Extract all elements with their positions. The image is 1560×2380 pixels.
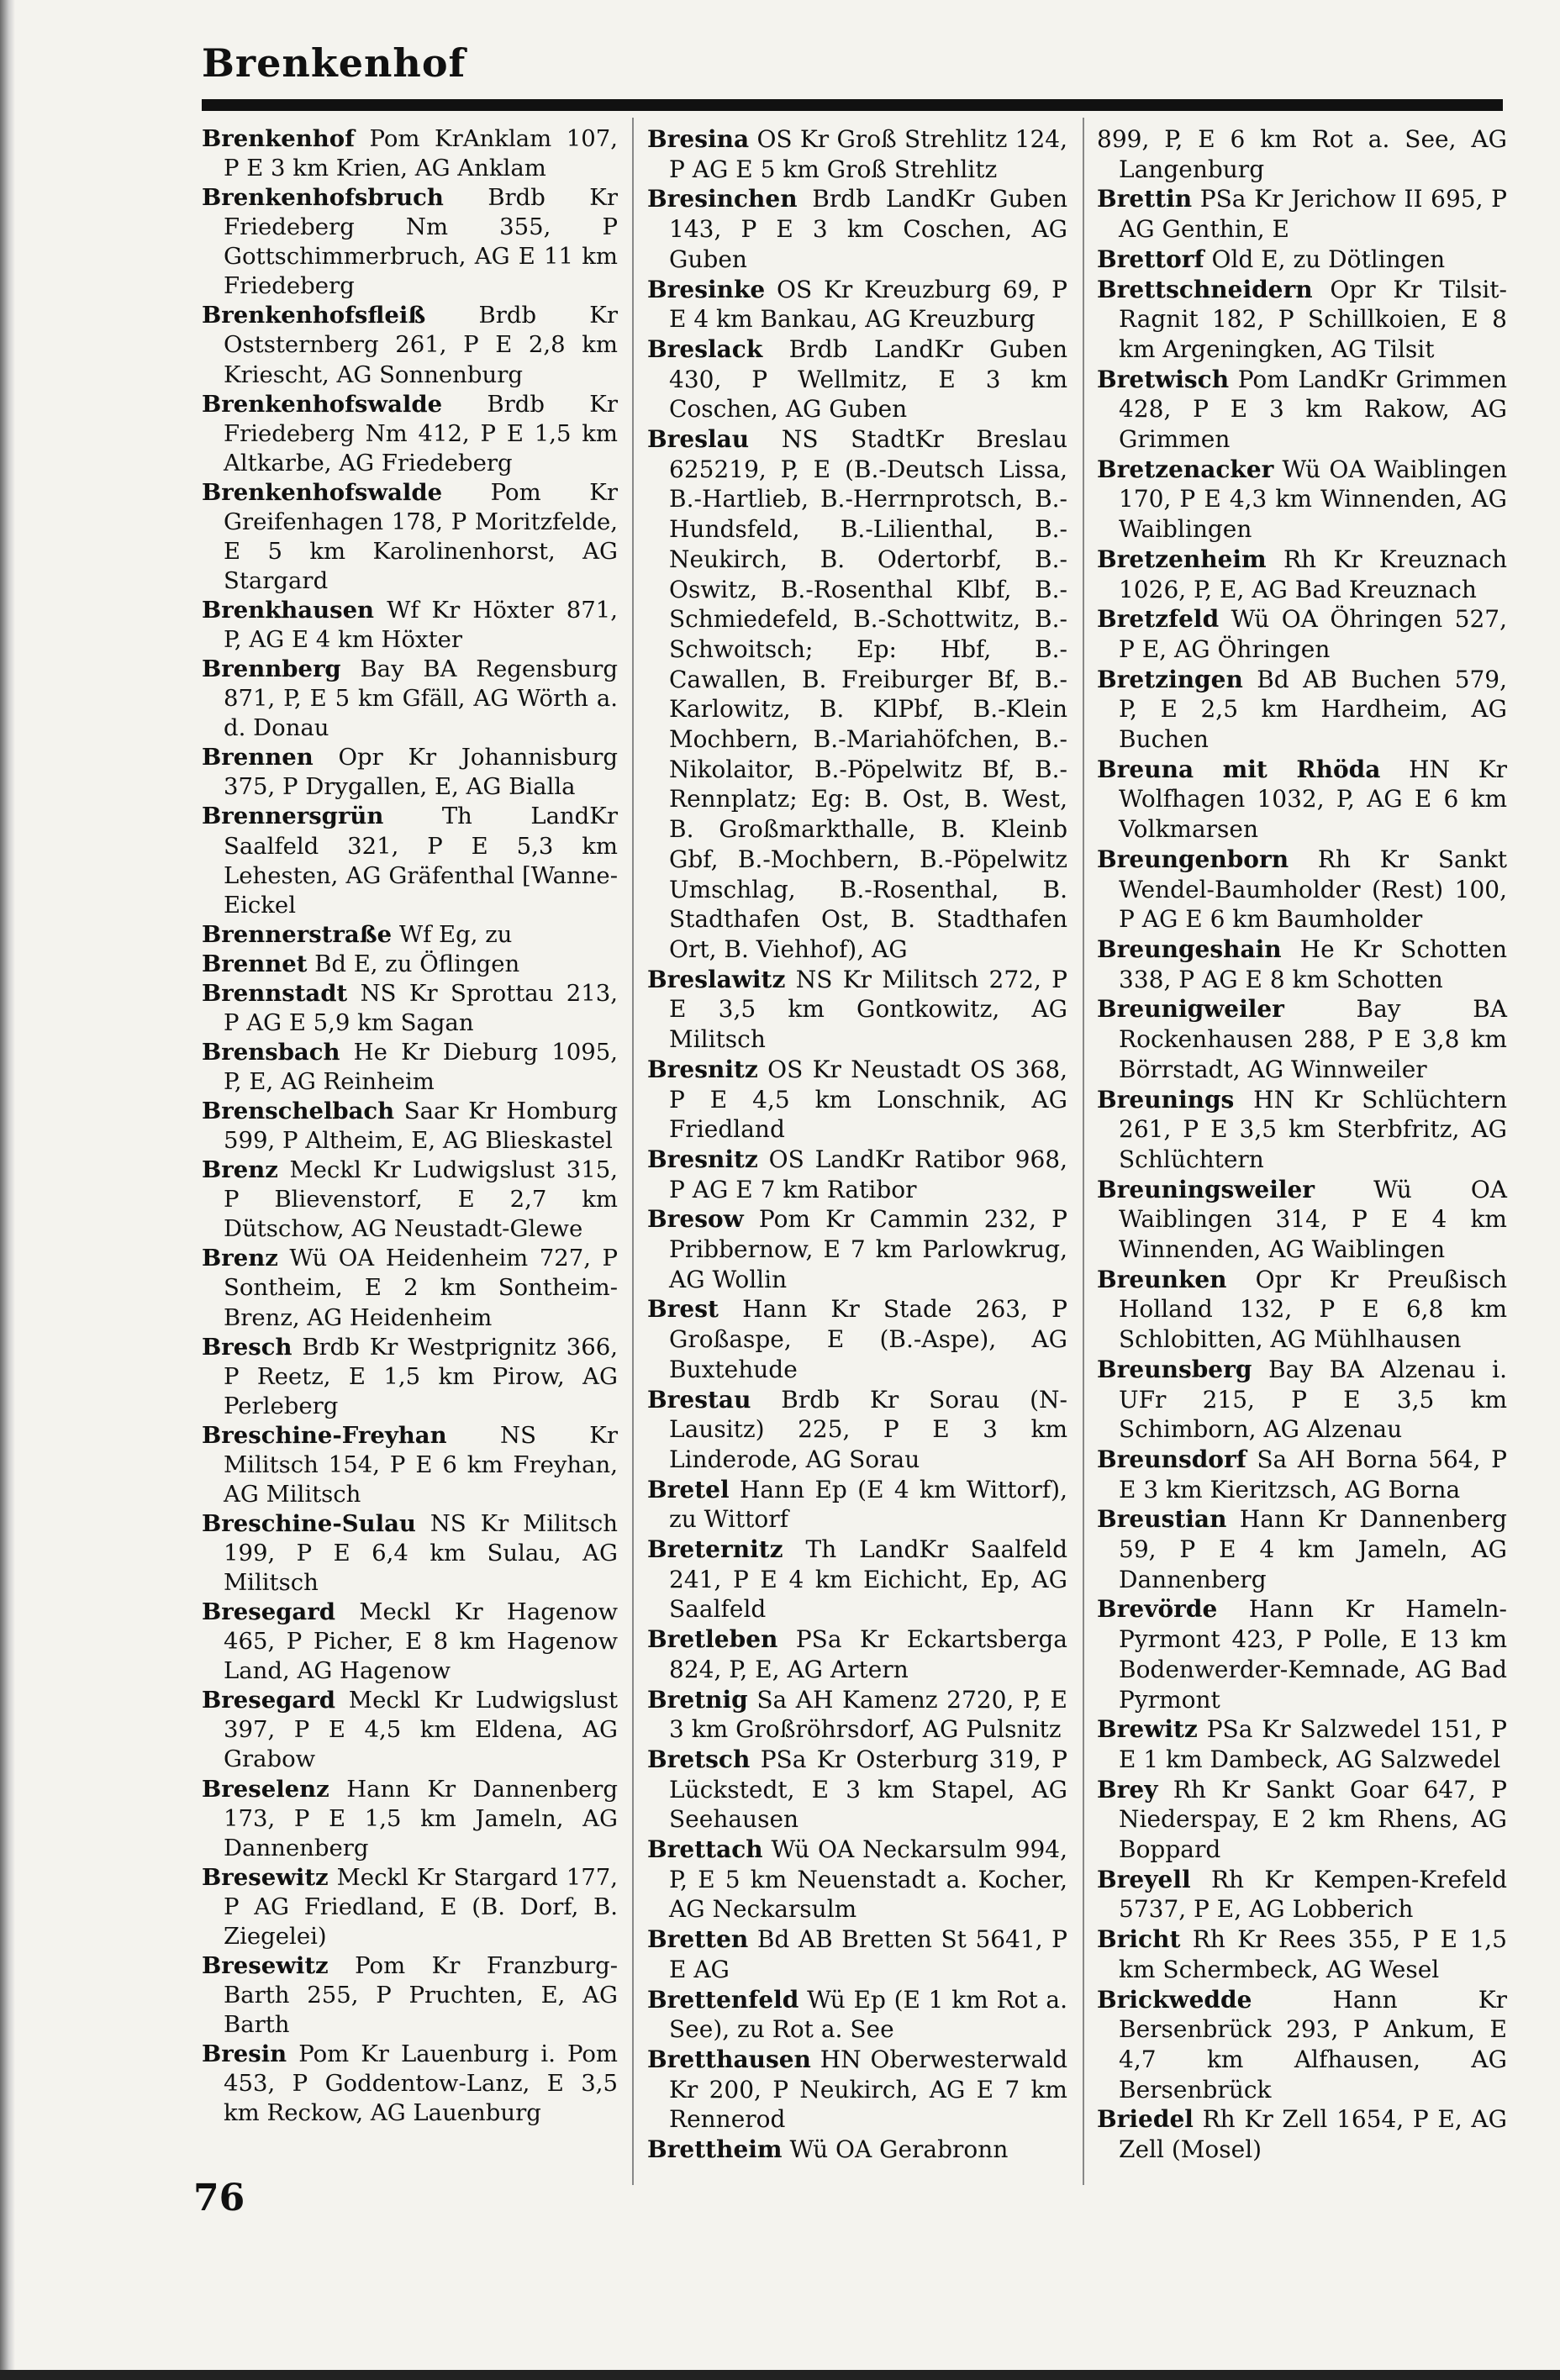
page-edge	[0, 0, 15, 2380]
gazetteer-entry	[202, 596, 618, 655]
entry-place-name: Brenkenhofswalde	[202, 478, 443, 506]
entry-place-name: Brenz	[202, 1156, 278, 1184]
entry-description: Pom Kr Lauenburg i. Pom 453, P Goddentow-Lanz, E 3,5 km Reckow, AG Lauenburg	[224, 2040, 618, 2127]
gazetteer-entry	[202, 1421, 618, 1509]
entry-description: PSa Kr Osterburg 319, P Lückstedt, E 3 km Stapel, AG Seehausen	[669, 1745, 1067, 1834]
entry-description: Wü OA Waiblingen 170, P E 4,3 km Winnenden, AG Waiblingen	[1119, 455, 1508, 544]
entry-place-name: Breternitz	[647, 1535, 783, 1564]
gazetteer-entry	[647, 1745, 1067, 1835]
entry-description: Hann Ep (E 4 km Wittorf), zu Wittorf	[669, 1475, 1067, 1534]
entry-place-name: Bricht	[1097, 1925, 1181, 1954]
gazetteer-entry	[202, 1775, 618, 1863]
entry-description: Rh Kr Sankt Goar 647, P Niederspay, E 2 km Rhens, AG Boppard	[1119, 1775, 1507, 1864]
entry-place-name: Breunsdorf	[1097, 1445, 1246, 1473]
entry-place-name: Bresnitz	[647, 1055, 758, 1083]
entry-description: HN Kr Wolfhagen 1032, P, AG E 6 km Volkmarsen	[1119, 755, 1508, 844]
gazetteer-entry	[1097, 665, 1507, 755]
gazetteer-entry	[202, 390, 618, 478]
entry-place-name: Breslack	[647, 334, 763, 363]
entry-place-name: Breslau	[647, 425, 750, 454]
entry-place-name: Brickwedde	[1097, 1985, 1252, 2014]
entry-description: Pom Kr Cammin 232, P Pribbernow, E 7 km Parlowkrug, AG Wollin	[669, 1205, 1067, 1293]
entry-description: Bd AB Bretten St 5641, P E AG	[669, 1925, 1067, 1983]
entry-place-name: Breslawitz	[647, 965, 786, 993]
entry-place-name: Brevörde	[1097, 1595, 1218, 1624]
entry-description: Brdb Kr Westprignitz 366, P Reetz, E 1,5 km Pirow, AG Perleberg	[224, 1333, 618, 1419]
entry-place-name: Bretzingen	[1097, 665, 1243, 693]
gazetteer-entry	[1097, 1714, 1507, 1774]
gazetteer-entry	[647, 1055, 1067, 1145]
gazetteer-entry	[202, 478, 618, 596]
entry-place-name: Brestau	[647, 1385, 751, 1414]
entry-description: PSa Kr Eckartsberga 824, P, E, AG Artern	[669, 1625, 1067, 1683]
entry-place-name: Breungeshain	[1097, 935, 1282, 963]
entry-description: Rh Kr Zell 1654, P E, AG Zell (Mosel)	[1119, 2105, 1507, 2164]
entry-description: Wü OA Öhringen 527, P E, AG Öhringen	[1119, 605, 1507, 663]
page-number: 76	[193, 2177, 245, 2219]
entry-description: Wü OA Neckarsulm 994, P, E 5 km Neuenstadt a. Kocher, AG Neckarsulm	[669, 1835, 1067, 1924]
gazetteer-entry	[202, 1038, 618, 1097]
entry-description: He Kr Schotten 338, P AG E 8 km Schotten	[1119, 935, 1507, 993]
gazetteer-entry	[202, 950, 618, 979]
gazetteer-entry	[202, 655, 618, 743]
entry-description: NS Kr Militsch 199, P E 6,4 km Sulau, AG Militsch	[224, 1509, 618, 1597]
entry-description: Wü Ep (E 1 km Rot a. See), zu Rot a. See	[669, 1985, 1067, 2044]
gazetteer-entry	[647, 1204, 1067, 1294]
gazetteer-entry	[647, 275, 1067, 334]
entry-place-name: Brenschelbach	[202, 1098, 395, 1125]
gazetteer-entry	[202, 1097, 618, 1156]
entry-place-name: Bretthausen	[647, 2046, 811, 2073]
gazetteer-entry	[1097, 1504, 1507, 1594]
entry-place-name: Bresnitz	[647, 1145, 758, 1173]
gazetteer-entry	[1097, 245, 1507, 275]
entry-place-name: Brennersgrün	[202, 803, 384, 830]
entry-description: Old E, zu Dötlingen	[1211, 245, 1446, 273]
entry-place-name: Brenkenhofsfleiß	[202, 302, 426, 329]
gazetteer-entry	[202, 1244, 618, 1332]
entry-description: Th LandKr Saalfeld 321, P E 5,3 km Lehesten, AG Gräfenthal [Wanne-Eickel	[224, 803, 618, 919]
entry-place-name: Bresch	[202, 1333, 292, 1361]
gazetteer-entry	[202, 743, 618, 802]
entry-description: Pom KrAnklam 107, P E 3 km Krien, AG Anklam	[224, 125, 618, 182]
entry-place-name: Brennberg	[202, 656, 341, 683]
entry-place-name: Bresow	[647, 1205, 744, 1234]
gazetteer-entry	[1097, 1985, 1507, 2105]
gazetteer-entry	[202, 979, 618, 1038]
entry-place-name: Breustian	[1097, 1505, 1227, 1534]
entry-place-name: Brenz	[202, 1245, 278, 1272]
entry-place-name: Breunings	[1097, 1085, 1235, 1114]
entry-place-name: Brettorf	[1097, 245, 1204, 273]
gazetteer-entry	[202, 920, 618, 950]
gazetteer-entry	[1097, 755, 1507, 845]
entry-description: Brdb LandKr Guben 143, P E 3 km Coschen, AG Guben	[669, 185, 1067, 273]
gazetteer-entry	[647, 1925, 1067, 1984]
entry-description: Pom Kr Greifenhagen 178, P Moritzfelde, E 5 km Karolinenhorst, AG Stargard	[224, 478, 618, 594]
gazetteer-entry	[1097, 1925, 1507, 1984]
entry-place-name: Bresina	[647, 125, 750, 153]
header-rule	[202, 99, 1503, 111]
entry-description: 899, P, E 6 km Rot a. See, AG Langenburg	[1097, 125, 1507, 183]
gazetteer-entry	[1097, 1265, 1507, 1355]
entry-place-name: Brettheim	[647, 2135, 783, 2164]
entry-place-name: Bresegard	[202, 1598, 335, 1626]
column-1	[202, 124, 618, 2128]
entry-description: Brdb LandKr Guben 430, P Wellmitz, E 3 km Coschen, AG Guben	[669, 334, 1067, 424]
gazetteer-entry	[1097, 2104, 1507, 2164]
entry-place-name: Bresinchen	[647, 185, 798, 213]
gazetteer-entry	[1097, 545, 1507, 604]
entry-place-name: Brettenfeld	[647, 1985, 799, 2014]
gazetteer-entry	[1097, 1445, 1507, 1504]
entry-description: Th LandKr Saalfeld 241, P E 4 km Eichicht, Ep, AG Saalfeld	[669, 1535, 1067, 1624]
entry-place-name: Brennerstraße	[202, 920, 393, 948]
entry-place-name: Bretleben	[647, 1625, 778, 1654]
entry-description: OS Kr Kreuzburg 69, P E 4 km Bankau, AG Kreuzburg	[669, 275, 1067, 334]
entry-description: Meckl Kr Stargard 177, P AG Friedland, E (B. Dorf, B. Ziegelei)	[224, 1863, 618, 1950]
entry-place-name: Breschine-Freyhan	[202, 1421, 447, 1449]
gazetteer-entry	[202, 1686, 618, 1774]
gazetteer-entry	[1097, 1594, 1507, 1714]
gazetteer-entry	[647, 1294, 1067, 1384]
entry-description: Opr Kr Tilsit-Ragnit 182, P Schillkoien, E 8 km Argeningken, AG Tilsit	[1119, 275, 1507, 363]
gazetteer-entry	[1097, 275, 1507, 365]
entry-description: NS Kr Militsch 272, P E 3,5 km Gontkowitz, AG Militsch	[669, 965, 1068, 1054]
entry-description: Rh Kr Kempen-Krefeld 5737, P E, AG Lobberich	[1119, 1865, 1507, 1924]
entry-description: Brdb Kr Oststernberg 261, P E 2,8 km Kriescht, AG Sonnenburg	[224, 302, 618, 388]
entry-description: Wü OA Heidenheim 727, P Sontheim, E 2 km Sontheim-Brenz, AG Heidenheim	[224, 1245, 618, 1331]
gazetteer-entry	[202, 1951, 618, 2040]
gazetteer-entry	[647, 424, 1067, 965]
entry-place-name: Brennen	[202, 744, 314, 771]
entry-description: Hann Kr Hameln-Pyrmont 423, P Polle, E 13 km Bodenwerder-Kemnade, AG Bad Pyrmont	[1119, 1595, 1507, 1714]
entry-place-name: Brennstadt	[202, 979, 348, 1007]
entry-description: NS Kr Militsch 154, P E 6 km Freyhan, AG Militsch	[224, 1421, 618, 1508]
entry-description: Rh Kr Sankt Wendel-Baumholder (Rest) 100, P AG E 6 km Baumholder	[1119, 845, 1507, 934]
gazetteer-entry	[202, 183, 618, 301]
entry-description: Sa AH Kamenz 2720, P, E 3 km Großröhrsdorf, AG Pulsnitz	[669, 1685, 1067, 1744]
entry-description: Brdb Kr Sorau (N-Lausitz) 225, P E 3 km Linderode, AG Sorau	[669, 1385, 1067, 1473]
entry-place-name: Brettin	[1097, 185, 1193, 213]
entry-place-name: Bretzenacker	[1097, 455, 1274, 483]
entry-description: Bd E, zu Öflingen	[314, 950, 520, 977]
entry-place-name: Breuna mit Rhöda	[1097, 755, 1381, 783]
entry-description: Wü OA Gerabronn	[789, 2135, 1009, 2164]
gazetteer-entry	[1097, 184, 1507, 244]
gazetteer-entry	[202, 1333, 618, 1421]
entry-place-name: Briedel	[1097, 2105, 1194, 2134]
gazetteer-entry	[647, 1385, 1067, 1475]
gazetteer-entry	[1097, 1085, 1507, 1175]
gazetteer-entry	[1097, 604, 1507, 664]
entry-place-name: Brenkenhofswalde	[202, 390, 443, 418]
entry-description: Meckl Kr Hagenow 465, P Picher, E 8 km Hagenow Land, AG Hagenow	[224, 1598, 618, 1685]
entry-place-name: Breuningsweiler	[1097, 1175, 1315, 1203]
entry-place-name: Brettach	[647, 1835, 763, 1864]
gazetteer-entry	[1097, 935, 1507, 994]
entry-place-name: Brey	[1097, 1775, 1158, 1803]
entry-place-name: Breyell	[1097, 1865, 1191, 1893]
entry-place-name: Bretwisch	[1097, 365, 1230, 393]
entry-description: Wf Kr Höxter 871, P, AG E 4 km Höxter	[224, 597, 618, 654]
entry-description: Brdb Kr Friedeberg Nm 355, P Gottschimmerbruch, AG E 11 km Friedeberg	[224, 184, 618, 300]
entry-place-name: Brenkenhof	[202, 125, 355, 152]
gazetteer-entry	[647, 2045, 1067, 2135]
gazetteer-entry	[1097, 845, 1507, 935]
gazetteer-entry	[202, 301, 618, 389]
gazetteer-entry	[202, 2040, 618, 2128]
entry-place-name: Bresinke	[647, 275, 766, 303]
gazetteer-entry	[202, 1156, 618, 1244]
entry-place-name: Breungenborn	[1097, 845, 1289, 873]
gazetteer-entry	[647, 1475, 1067, 1535]
gazetteer-entry	[647, 1835, 1067, 1925]
column-2	[647, 124, 1067, 2165]
column-divider	[1083, 118, 1084, 2185]
entry-description: OS Kr Neustadt OS 368, P E 4,5 km Lonschnik, AG Friedland	[669, 1055, 1067, 1144]
gazetteer-entry	[1097, 1775, 1507, 1865]
entry-description: PSa Kr Salzwedel 151, P E 1 km Dambeck, AG Salzwedel	[1119, 1715, 1507, 1773]
entry-place-name: Breunken	[1097, 1265, 1227, 1293]
gazetteer-entry	[647, 1535, 1067, 1624]
entry-description: Brdb Kr Friedeberg Nm 412, P E 1,5 km Altkarbe, AG Friedeberg	[224, 390, 618, 477]
entry-description: Rh Kr Rees 355, P E 1,5 km Schermbeck, AG Wesel	[1119, 1925, 1507, 1983]
entry-place-name: Bresin	[202, 2040, 287, 2068]
entry-place-name: Bretel	[647, 1475, 730, 1503]
gazetteer-entry	[1097, 365, 1507, 455]
entry-description: Bay BA Alzenau i. UFr 215, P E 3,5 km Schimborn, AG Alzenau	[1119, 1355, 1507, 1444]
gazetteer-entry	[647, 965, 1067, 1055]
entry-description: HN Oberwesterwald Kr 200, P Neukirch, AG E 7 km Rennerod	[669, 2046, 1067, 2134]
entry-description: Rh Kr Kreuznach 1026, P, E, AG Bad Kreuznach	[1119, 545, 1507, 603]
entry-description: NS StadtKr Breslau 625219, P, E (B.-Deutsch Lissa, B.-Hartlieb, B.-Herrnprotsch, B.-Hundsfeld, B.-Lilienthal, B.-Neukirch, B. Odertorbf, B.-Oswitz, B.-Rosenthal Klbf, B.-Schmiedefeld, B.-Schottwitz, B.-Schwoitsch; Ep: Hbf, B.-Cawallen, B. Freiburger Bf, B.-Karlowitz, B. KlPbf, B.-Klein Mochbern, B.-Mariahöfchen, B.-Nikolaitor, B.-Pöpelwitz Bf, B.-Rennplatz; Eg: B. Ost, B. West, B. Großmarkthalle, B. Kleinb Gbf, B.-Mochbern, B.-Pöpelwitz Umschlag, B.-Rosenthal, B. Stadthafen Ost, B. Stadthafen Ort, B. Viehhof), AG	[669, 425, 1068, 963]
entry-description: Bay BA Regensburg 871, P, E 5 km Gfäll, AG Wörth a. d. Donau	[224, 656, 618, 742]
entry-place-name: Bresewitz	[202, 1951, 329, 1979]
gazetteer-entry	[202, 1863, 618, 1951]
entry-description: Hann Kr Bersenbrück 293, P Ankum, E 4,7 km Alfhausen, AG Bersenbrück	[1119, 1985, 1507, 2104]
entry-description: Sa AH Borna 564, P E 3 km Kieritzsch, AG Borna	[1119, 1445, 1508, 1503]
gazetteer-entry	[647, 2135, 1067, 2165]
entry-description: Wü OA Waiblingen 314, P E 4 km Winnenden, AG Waiblingen	[1119, 1175, 1507, 1264]
entry-place-name: Breunigweiler	[1097, 995, 1284, 1024]
entry-description: Pom Kr Franzburg-Barth 255, P Pruchten, E, AG Barth	[224, 1951, 618, 2038]
entry-description: OS Kr Groß Strehlitz 124, P AG E 5 km Groß Strehlitz	[669, 125, 1067, 183]
entry-description: Wf Eg, zu	[398, 920, 513, 948]
entry-description: NS Kr Sprottau 213, P AG E 5,9 km Sagan	[224, 979, 618, 1036]
entry-description: Hann Kr Dannenberg 59, P E 4 km Jameln, AG Dannenberg	[1119, 1505, 1507, 1593]
gazetteer-entry	[1097, 994, 1507, 1084]
gazetteer-entry	[647, 184, 1067, 274]
column-3	[1097, 124, 1507, 2165]
column-divider	[632, 118, 634, 2185]
gazetteer-entry	[1097, 1865, 1507, 1925]
gazetteer-entry	[647, 124, 1067, 184]
gazetteer-entry	[202, 124, 618, 183]
scan-border	[0, 2370, 1560, 2380]
entry-description: Opr Kr Preußisch Holland 132, P E 6,8 km Schlobitten, AG Mühlhausen	[1119, 1265, 1507, 1354]
entry-place-name: Bretsch	[647, 1745, 751, 1773]
entry-place-name: Brenkhausen	[202, 597, 375, 624]
gazetteer-entry	[202, 802, 618, 919]
entry-description: Pom LandKr Grimmen 428, P E 3 km Rakow, AG Grimmen	[1119, 365, 1508, 454]
gazetteer-entry	[1097, 1175, 1507, 1265]
entry-place-name: Bretzenheim	[1097, 545, 1267, 573]
entry-place-name: Bretten	[647, 1925, 749, 1954]
entry-place-name: Breunsberg	[1097, 1355, 1252, 1383]
entry-place-name: Brennet	[202, 950, 308, 977]
entry-description: Bay BA Rockenhausen 288, P E 3,8 km Börrstadt, AG Winnweiler	[1119, 995, 1507, 1083]
entry-place-name: Brest	[647, 1295, 719, 1324]
entry-place-name: Bretnig	[647, 1685, 748, 1714]
gazetteer-entry	[647, 334, 1067, 424]
gazetteer-entry	[1097, 455, 1507, 545]
entry-description: He Kr Dieburg 1095, P, E, AG Reinheim	[224, 1038, 618, 1095]
entry-place-name: Breselenz	[202, 1775, 329, 1803]
running-head: Brenkenhof	[202, 40, 466, 86]
entry-place-name: Bretzfeld	[1097, 605, 1220, 634]
gazetteer-entry	[202, 1598, 618, 1686]
entry-description: OS LandKr Ratibor 968, P AG E 7 km Ratibor	[669, 1145, 1067, 1203]
gazetteer-entry	[647, 1985, 1067, 2045]
entry-place-name: Bresegard	[202, 1687, 335, 1714]
gazetteer-entry	[202, 1509, 618, 1598]
entry-description: Opr Kr Johannisburg 375, P Drygallen, E, AG Bialla	[224, 744, 618, 801]
entry-description: Hann Kr Dannenberg 173, P E 1,5 km Jameln, AG Dannenberg	[224, 1775, 618, 1861]
gazetteer-entry	[647, 1145, 1067, 1204]
entry-place-name: Brensbach	[202, 1038, 340, 1066]
entry-description: Bd AB Buchen 579, P, E 2,5 km Hardheim, AG Buchen	[1119, 665, 1507, 754]
entry-description: Meckl Kr Ludwigslust 397, P E 4,5 km Eldena, AG Grabow	[224, 1687, 619, 1773]
entry-place-name: Breschine-Sulau	[202, 1509, 416, 1537]
entry-description: Hann Kr Stade 263, P Großaspe, E (B.-Aspe), AG Buxtehude	[669, 1295, 1067, 1383]
entry-description: Meckl Kr Ludwigslust 315, P Blievenstorf, E 2,7 km Dütschow, AG Neustadt-Glewe	[224, 1156, 618, 1243]
entry-place-name: Brewitz	[1097, 1715, 1198, 1744]
entry-description: HN Kr Schlüchtern 261, P E 3,5 km Sterbfritz, AG Schlüchtern	[1119, 1085, 1507, 1173]
entry-place-name: Bresewitz	[202, 1863, 329, 1891]
gazetteer-entry	[1097, 1355, 1507, 1445]
entry-description: Saar Kr Homburg 599, P Altheim, E, AG Blieskastel	[224, 1098, 618, 1155]
entry-description: PSa Kr Jerichow II 695, P AG Genthin, E	[1119, 185, 1507, 244]
gazetteer-entry	[647, 1685, 1067, 1745]
gazetteer-entry	[1097, 124, 1507, 184]
gazetteer-entry	[647, 1624, 1067, 1684]
entry-place-name: Brettschneidern	[1097, 275, 1313, 303]
entry-place-name: Brenkenhofsbruch	[202, 184, 444, 212]
